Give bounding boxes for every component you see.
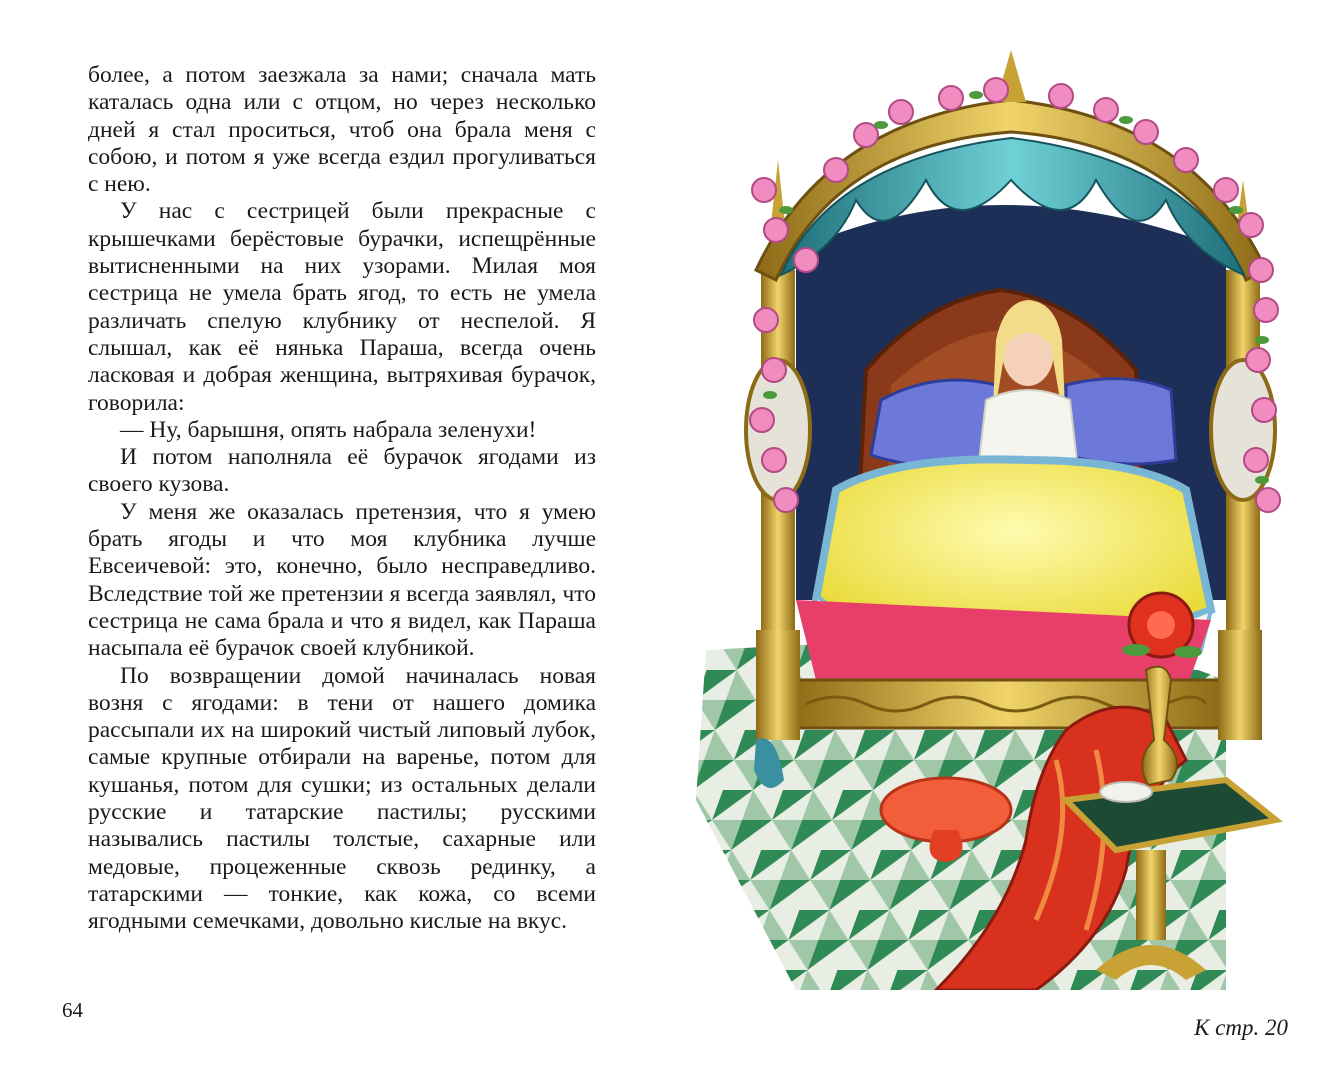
paragraph-2: У нас с сестрицей были прекрасные с крышечками берёстовые бурачки, испещрённые вытисненными на них узорами. Милая моя сестрица не умела брать ягод, то есть не умела различать спелую клубнику от неспелой. Я слышал, как её нянька Параша, всегда очень ласковая и добрая женщина, вытряхивая бурачок, говорила: [88,198,596,416]
paragraph-4: И потом наполняла её бурачок ягодами из своего кузова. [88,444,596,498]
right-page [666,0,1332,1080]
paragraph-1: более, а потом заезжала за нами; сначала мать каталась одна или с отцом, но через несколько дней я стал проситься, чтоб она брала меня с собою, и потом я уже всегда ездил прогуливаться с нею. [88,62,596,198]
page-number: 64 [62,998,83,1022]
paragraph-3: — Ну, барышня, опять набрала зеленухи! [120,416,537,443]
paragraph-5: У меня же оказалась претензия, что я умею брать ягоды и что моя клубника лучше Евсеичевой: это, конечно, было несправедливо. Вследствие той же претензии я всегда заявлял, что сестрица не сама брала и что я видел, как Параша насыпала её бурачок своей клубникой. [88,498,596,662]
text-column [88,62,596,936]
illustration-caption: К стр. 20 [1194,1015,1288,1040]
bed-illustration [666,40,1332,990]
paragraph-6: По возвращении домой начиналась новая возня с ягодами: в тени от нашего домика рассыпали их на широкий чистый липовый лубок, самые крупные отбирали на варенье, потом для кушанья, потом для сушки; из остальных делали русские и татарские пастилы; русскими назывались пастилы толстые, сахарные или медовые, процеженные сквозь рединку, а татарскими — тонкие, как кожа, со всеми ягодными семечками, довольно кислые на вкус. [88,662,596,935]
